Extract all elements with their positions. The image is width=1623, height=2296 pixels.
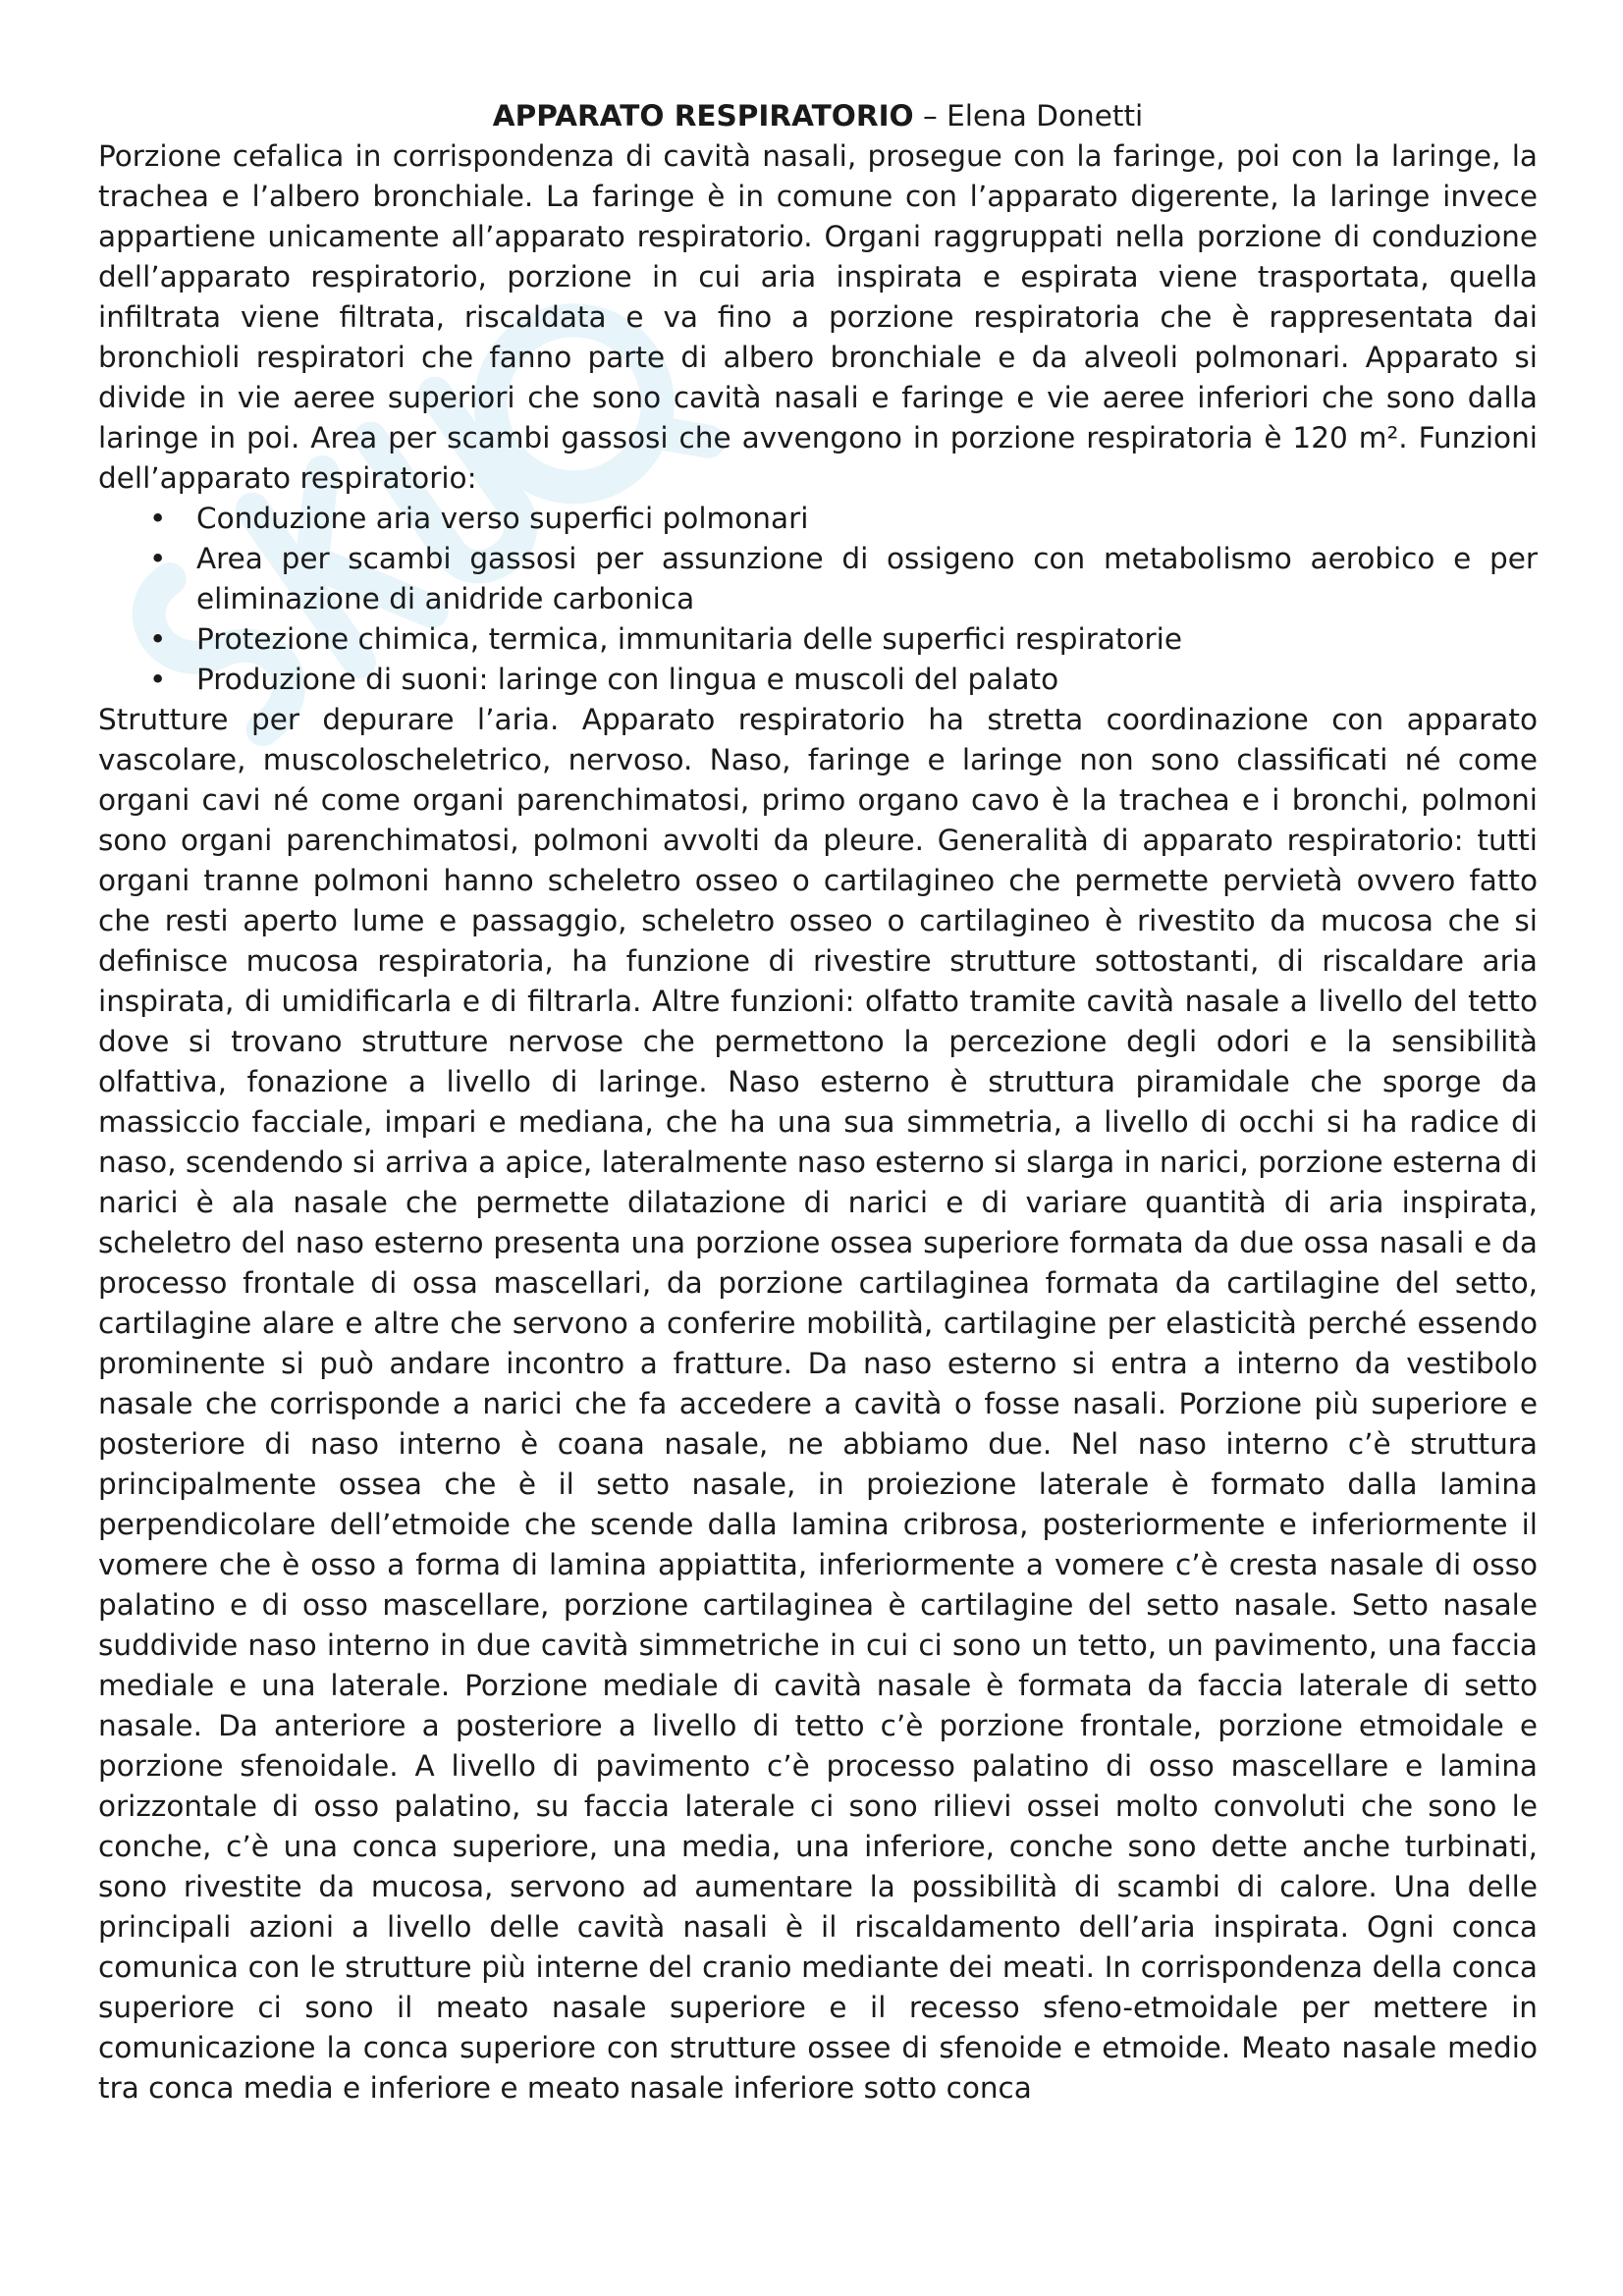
title-author: – Elena Donetti (913, 99, 1144, 133)
paragraph-body: Strutture per depurare l’aria. Apparato respiratorio ha stretta coordinazione con apparato vascolare, muscoloscheletrico, nervoso. Naso, faringe e laringe non sono classificati né come organi cavi né come organi parenchimatosi, primo organo cavo è la trachea e i bronchi, polmoni sono organi parenchimatosi, polmoni avvolti da pleure. Generalità di apparato respiratorio: tutti organi tranne polmoni hanno scheletro osseo o cartilagineo che permette pervietà ovvero fatto che resti aperto lume e passaggio, scheletro osseo o cartilagineo è rivestito da mucosa che si definisce mucosa respiratoria, ha funzione di rivestire strutture sottostanti, di riscaldare aria inspirata, di umidificarla e di filtrarla. Altre funzioni: olfatto tramite cavità nasale a livello del tetto dove si trovano strutture nervose che permettono la percezione degli odori e la sensibilità olfattiva, fonazione a livello di laringe. Naso esterno è struttura piramidale che sporge da massiccio facciale, impari e mediana, che ha una sua simmetria, a livello di occhi si ha radice di naso, scendendo si arriva a apice, lateralmente naso esterno si slarga in narici, porzione esterna di narici è ala nasale che permette dilatazione di narici e di variare quantità di aria inspirata, scheletro del naso esterno presenta una porzione ossea superiore formata da due ossa nasali e da processo frontale di ossa mascellari, da porzione cartilaginea formata da cartilagine del setto, cartilagine alare e altre che servono a conferire mobilità, cartilagine per elasticità perché essendo prominente si può andare incontro a fratture. Da naso esterno si entra a interno da vestibolo nasale che corrisponde a narici che fa accedere a cavità o fosse nasali. Porzione più superiore e posteriore di naso interno è coana nasale, ne abbiamo due. Nel naso interno c’è struttura principalmente ossea che è il setto nasale, in proiezione laterale è formato dalla lamina perpendicolare dell’etmoide che scende dalla lamina cribrosa, posteriormente e inferiormente il vomere che è osso a forma di lamina appiattita, inferiormente a vomere c’è cresta nasale di osso palatino e di osso mascellare, porzione cartilaginea è cartilagine del setto nasale. Setto nasale suddivide naso interno in due cavità simmetriche in cui ci sono un tetto, un pavimento, una faccia mediale e una laterale. Porzione mediale di cavità nasale è formata da faccia laterale di setto nasale. Da anteriore a posteriore a livello di tetto c’è porzione frontale, porzione etmoidale e porzione sfenoidale. A livello di pavimento c’è processo palatino di osso mascellare e lamina orizzontale di osso palatino, su faccia laterale ci sono rilievi ossei molto convoluti che sono le conche, c’è una conca superiore, una media, una inferiore, conche sono dette anche turbinati, sono rivestite da mucosa, servono ad aumentare la possibilità di scambi di calore. Una delle principali azioni a livello delle cavità nasali è il riscaldamento dell’aria inspirata. Ogni conca comunica con le strutture più interne del cranio mediante dei meati. In corrispondenza della conca superiore ci sono il meato nasale superiore e il recesso sfeno-etmoidale per mettere in comunicazione la conca superiore con strutture ossee di sfenoide e etmoide. Meato nasale medio tra conca media e inferiore e meato nasale inferiore sotto conca (98, 703, 1538, 2105)
functions-list (98, 499, 1538, 700)
paragraph-intro: Porzione cefalica in corrispondenza di cavità nasali, prosegue con la faringe, poi con la laringe, la trachea e l’albero bronchiale. La faringe è in comune con l’apparato digerente, la laringe invece appartiene unicamente all’apparato respiratorio. Organi raggruppati nella porzione di conduzione dell’apparato respiratorio, porzione in cui aria inspirata e espirata viene trasportata, quella infiltrata viene filtrata, riscaldata e va fino a porzione respiratoria che è rappresentata dai bronchioli respiratori che fanno parte di albero bronchiale e da alveoli polmonari. Apparato si divide in vie aeree superiori che sono cavità nasali e faringe e vie aeree inferiori che sono dalla laringe in poi. Area per scambi gassosi che avvengono in porzione respiratoria è 120 m². Funzioni dell’apparato respiratorio: (98, 139, 1538, 495)
list-item: • Area per scambi gassosi per assunzione di ossigeno con metabolismo aerobico e per eliminazione di anidride carbonica (196, 539, 1538, 619)
list-item: • Conduzione aria verso superfici polmonari (196, 499, 1538, 539)
title-main: APPARATO RESPIRATORIO (492, 99, 914, 133)
list-item: • Produzione di suoni: laringe con lingua e muscoli del palato (196, 660, 1538, 700)
list-item: • Protezione chimica, termica, immunitaria delle superfici respiratorie (196, 619, 1538, 660)
document-page (98, 96, 1538, 2109)
document-title (98, 96, 1538, 136)
